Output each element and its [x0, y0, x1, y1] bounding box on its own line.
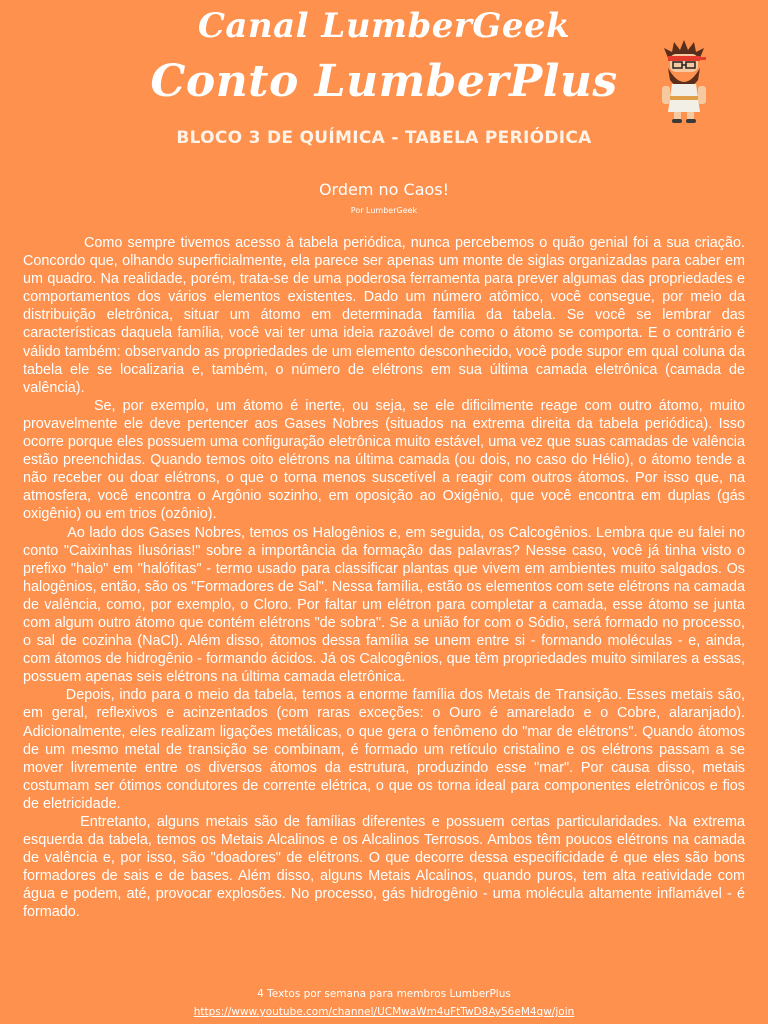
channel-title: Canal LumberGeek [197, 6, 571, 46]
youtube-join-link[interactable]: https://www.youtube.com/channel/UCMwaWm4uFtTwD8Ay56eM4qw/join [193, 1006, 575, 1018]
paragraph: Ao lado dos Gases Nobres, temos os Halogênios e, em seguida, os Calcogênios. Lembra que eu falei no conto "Caixinhas Ilusórias!" sobre a importância da formação das palavras? Nesse caso, você já tinha visto o prefixo "halo" em "halófitas" - termo usado para classificar plantas que vivem em ambientes muito salgados. Os halogênios, então, são os "Formadores de Sal". Nessa família, estão os elementos com sete elétrons na camada de valência, como, por exemplo, o Cloro. Por faltar um elétron para completar a camada, esse átomo se junta com algum outro átomo que contém elétrons "de sobra". Se a união for com o Sódio, será formado no processo, o sal de cozinha (NaCl). Além disso, átomos dessa família se unem entre si - formando moléculas - e, ainda, com átomos de hidrogênio - formando ácidos. Já os Calcogênios, que têm propriedades muito similares a essas, possuem apenas seis elétrons na última camada eletrônica. [23, 524, 745, 686]
paragraph: Entretanto, alguns metais são de famílias diferentes e possuem certas particularidades. Na extrema esquerda da tabela, temos os Metais Alcalinos e os Alcalinos Terrosos. Ambos têm poucos elétrons na camada de valência e, por isso, são "doadores" de elétrons. O que decorre dessa especificidade é que eles são bons formadores de sais e de bases. Além disso, alguns Metais Alcalinos, quando puros, tem alta reatividade com água e podem, até, provocar explosões. No processo, gás hidrogênio - uma molécula altamente inflamável - é formado. [23, 814, 745, 921]
footer-text: 4 Textos por semana para membros LumberPlus [257, 988, 511, 1000]
paragraph: Como sempre tivemos acesso à tabela periódica, nunca percebemos o quão genial foi a sua criação. Concordo que, olhando superficialmente, ela parece ser apenas um monte de siglas organizadas para caber em um quadro. Na realidade, porém, trata-se de uma poderosa ferramenta para prever algumas das propriedades e comportamentos dos vários elementos existentes. Dado um número atômico, você consegue, por meio da distribuição eletrônica, situar um átomo em determinada família da tabela. Se você se lembrar das características daquela família, você vai ter uma ideia razoável de como o átomo se comporta. E o contrário é válido também: observando as propriedades de um elemento desconhecido, você pode supor em qual coluna da tabela ele se localizaria e, também, o número de elétrons em sua última camada eletrônica (camada de valência). [23, 235, 745, 396]
article-body [23, 234, 745, 922]
paragraph: Se, por exemplo, um átomo é inerte, ou seja, se ele dificilmente reage com outro átomo, muito provavelmente ele deve pertencer aos Gases Nobres (situados na extrema direita da tabela periódica). Isso ocorre porque eles possuem uma configuração eletrônica muito estável, uma vez que suas camadas de valência estão preenchidas. Quando temos oito elétrons na última camada (ou dois, no caso do Hélio), o átomo tende a não receber ou doar elétrons, o que o torna menos suscetível a reagir com outros átomos. Por isso que, na atmosfera, você encontra o Argônio sozinho, em oposição ao Oxigênio, que você encontra em duplas (gás oxigênio) ou em trios (ozônio). [23, 397, 745, 523]
paragraph: Depois, indo para o meio da tabela, temos a enorme família dos Metais de Transição. Esses metais são, em geral, reflexivos e acinzentados (com raras exceções: o Ouro é amarelado e o Cobre, alaranjado). Adicionalmente, eles realizam ligações metálicas, o que gera o fenômeno do "mar de elétrons". Quando átomos de um mesmo metal de transição se combinam, é formado um retículo cristalino e os elétrons passam a se mover livremente entre os diversos átomos da estrutura, produzindo esse "mar". Por causa disso, metais costumam ser ótimos condutores de corrente elétrica, o que os torna ideal para componentes eletrônicos e fios de eletricidade. [23, 687, 745, 812]
story-title: Conto LumberPlus [150, 56, 618, 107]
page-footer [0, 986, 768, 1020]
article-byline: Por LumberGeek [350, 206, 418, 215]
block-title: BLOCO 3 DE QUÍMICA - TABELA PERIÓDICA [176, 128, 592, 148]
lumbergeek-mascot-icon [654, 40, 714, 124]
article-title: Ordem no Caos! [318, 180, 450, 199]
